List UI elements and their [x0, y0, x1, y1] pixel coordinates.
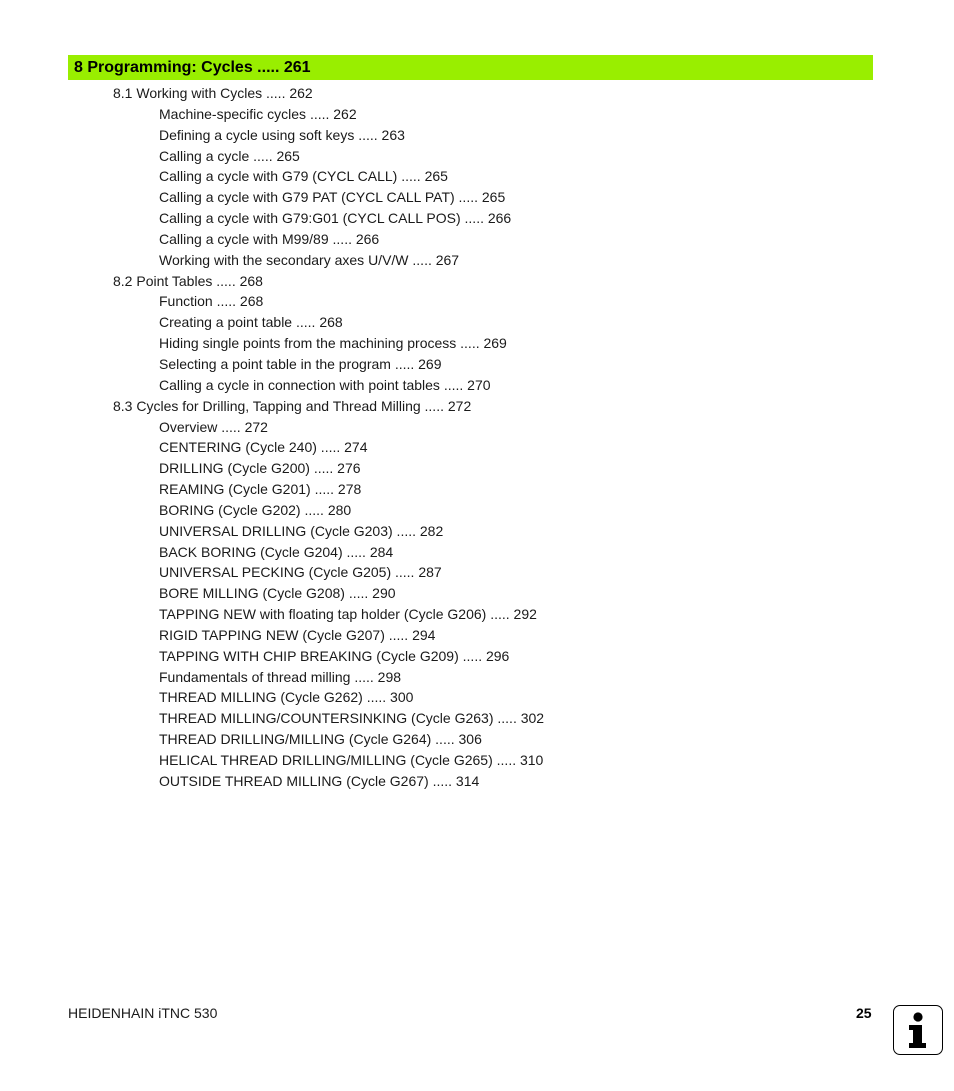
toc-subsection-entry[interactable]: BORE MILLING (Cycle G208) ..... 290	[159, 585, 396, 602]
toc-section-entry[interactable]: 8.3 Cycles for Drilling, Tapping and Thread Milling ..... 272	[113, 397, 472, 414]
toc-subsection-entry[interactable]: Defining a cycle using soft keys ..... 263	[159, 126, 405, 143]
toc-subsection-entry[interactable]: UNIVERSAL DRILLING (Cycle G203) ..... 282	[159, 522, 444, 539]
toc-subsection-entry[interactable]: Overview ..... 272	[159, 418, 268, 435]
toc-subsection-entry[interactable]: Calling a cycle with M99/89 ..... 266	[159, 230, 380, 247]
toc-subsection-entry[interactable]: REAMING (Cycle G201) ..... 278	[159, 481, 362, 498]
toc-subsection-entry[interactable]: Creating a point table ..... 268	[159, 314, 343, 331]
toc-subsection-entry[interactable]: Function ..... 268	[159, 293, 264, 310]
toc-subsection-entry[interactable]: CENTERING (Cycle 240) ..... 274	[159, 439, 368, 456]
toc-subsection-entry[interactable]: HELICAL THREAD DRILLING/MILLING (Cycle G265) ..... 310	[159, 752, 544, 768]
toc-subsection-entry[interactable]: Calling a cycle with G79 PAT (CYCL CALL PAT) ..... 265	[159, 189, 506, 206]
toc-subsection-entry[interactable]: Calling a cycle in connection with point tables ..... 270	[159, 376, 491, 393]
toc-subsection-entry[interactable]: Calling a cycle with G79 (CYCL CALL) ..... 265	[159, 168, 448, 185]
toc-subsection-entry[interactable]: TAPPING WITH CHIP BREAKING (Cycle G209) ..... 296	[159, 647, 510, 664]
toc-subsection-entry[interactable]: THREAD MILLING (Cycle G262) ..... 300	[159, 689, 414, 706]
toc-subsection-entry[interactable]: Working with the secondary axes U/V/W ..... 267	[159, 251, 460, 268]
footer-product-name: HEIDENHAIN iTNC 530	[68, 1005, 218, 1021]
toc-subsection-entry[interactable]: THREAD DRILLING/MILLING (Cycle G264) ..... 306	[159, 731, 482, 748]
toc-subsection-entry[interactable]: Machine-specific cycles ..... 262	[159, 105, 357, 122]
page-number: 25	[856, 1005, 872, 1021]
toc-subsection-entry[interactable]: Hiding single points from the machining process ..... 269	[159, 335, 507, 352]
toc-subsection-entry[interactable]: Selecting a point table in the program ..... 269	[159, 355, 442, 372]
toc-subsection-entry[interactable]: RIGID TAPPING NEW (Cycle G207) ..... 294	[159, 626, 436, 643]
toc-subsection-entry[interactable]: THREAD MILLING/COUNTERSINKING (Cycle G263) ..... 302	[159, 710, 545, 727]
toc-subsection-entry[interactable]: Calling a cycle ..... 265	[159, 147, 300, 164]
toc-subsection-entry[interactable]: TAPPING NEW with floating tap holder (Cycle G206) ..... 292	[159, 606, 537, 623]
toc-section-entry[interactable]: 8.2 Point Tables ..... 268	[113, 272, 263, 289]
toc-subsection-entry[interactable]: Calling a cycle with G79:G01 (CYCL CALL POS) ..... 266	[159, 210, 512, 227]
toc-subsection-entry[interactable]: UNIVERSAL PECKING (Cycle G205) ..... 287	[159, 564, 442, 581]
info-icon	[893, 1005, 943, 1055]
chapter-header-bar	[68, 55, 873, 80]
toc-subsection-entry[interactable]: Fundamentals of thread milling ..... 298	[159, 668, 402, 685]
table-of-contents	[0, 83, 954, 792]
toc-subsection-entry[interactable]: OUTSIDE THREAD MILLING (Cycle G267) ..... 314	[159, 772, 480, 789]
chapter-title[interactable]: 8 Programming: Cycles ..... 261	[74, 58, 311, 76]
info-glyph	[894, 1006, 941, 1053]
toc-subsection-entry[interactable]: DRILLING (Cycle G200) ..... 276	[159, 460, 361, 477]
toc-subsection-entry[interactable]: BORING (Cycle G202) ..... 280	[159, 501, 352, 518]
toc-section-entry[interactable]: 8.1 Working with Cycles ..... 262	[113, 85, 313, 101]
toc-subsection-entry[interactable]: BACK BORING (Cycle G204) ..... 284	[159, 543, 394, 560]
